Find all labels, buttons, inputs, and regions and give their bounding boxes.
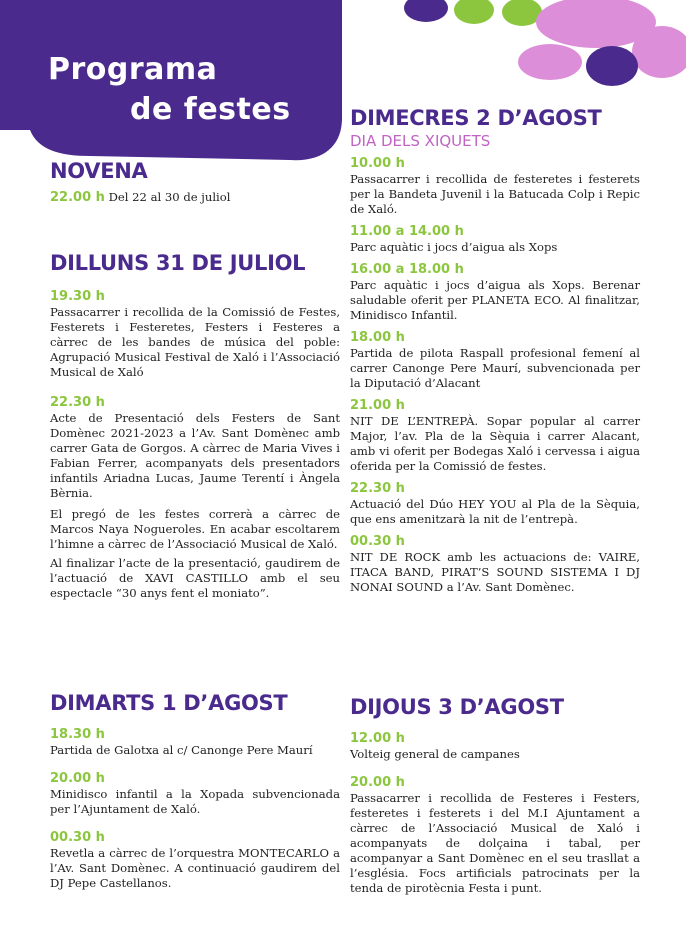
event-item xyxy=(50,829,340,891)
event-time: 10.00 h xyxy=(350,156,405,171)
event-time: 21.00 h xyxy=(350,398,405,413)
event-time: 16.00 a 18.00 h xyxy=(350,262,464,277)
event-time: 18.00 h xyxy=(350,330,405,345)
day-heading-novena: NOVENA xyxy=(50,159,148,183)
novena-time: 22.00 h xyxy=(50,190,105,205)
event-text: NIT DE L’ENTREPÀ. Sopar popular al carrer Major, l’av. Pla de la Sèquia i carrer Alacant, amb vi oferit per Bodegas Xaló i cervessa i aigua oferida per la Comissió de festes. xyxy=(350,414,640,473)
event-item xyxy=(350,730,640,762)
event-item xyxy=(350,261,640,323)
event-text: Actuació del Dúo HEY YOU al Pla de la Sèquia, que ens amenitzarà la nit de l’entrepà. xyxy=(350,497,640,526)
novena-line xyxy=(50,190,340,205)
event-text: Passacarrer i recollida de festeretes i festerets per la Bandeta Juvenil i la Batucada Colp i Repic de Xaló. xyxy=(350,172,640,216)
section-dimecres xyxy=(350,105,640,601)
section-dilluns xyxy=(50,250,340,601)
event-time: 18.30 h xyxy=(50,727,105,742)
event-text: Acte de Presentació dels Festers de Sant Domènec 2021-2023 a l’Av. Sant Domènec amb carrer Gata de Gorgos. A càrrec de Maria Vives i Fabian Ferrer, acompanyats dels presentadors infantils Ariadna Lucas, Jaume Terentí i Àngela Bèrnia. xyxy=(50,411,340,500)
event-time: 22.30 h xyxy=(350,481,405,496)
event-item xyxy=(50,288,340,380)
event-text: Passacarrer i recollida de Festeres i Festers, festeretes i festerets i del M.I Ajuntament a càrrec de l’Associació Musical de Xaló i acompanyats de dolçaina i tabal, per acompanyar a Sant Domènec en el seu trasllat a l’església. Focs artificials patrocinats per la tenda de pirotècnia Festa i punt. xyxy=(350,791,640,895)
day-subtitle: DIA DELS XIQUETS xyxy=(350,132,491,150)
event-item xyxy=(50,394,340,501)
event-item xyxy=(350,774,640,896)
event-time: 19.30 h xyxy=(50,289,105,304)
event-text: Minidisco infantil a la Xopada subvencionada per l’Ajuntament de Xaló. xyxy=(50,787,340,816)
day-heading-dijous: DIJOUS 3 D’AGOST xyxy=(350,695,564,719)
day-heading-dimarts: DIMARTS 1 D’AGOST xyxy=(50,691,288,715)
event-time: 20.00 h xyxy=(50,771,105,786)
event-item xyxy=(350,223,640,255)
event-note: El pregó de les festes correrà a càrrec de Marcos Naya Nogueroles. En acabar escoltarem l’himne a càrrec de l’Associació Musical de Xaló. xyxy=(50,507,340,551)
event-text: Revetla a càrrec de l’orquestra MONTECARLO a l’Av. Sant Domènec. A continuació gaudirem del DJ Pepe Castellanos. xyxy=(50,846,340,890)
event-time: 20.00 h xyxy=(350,775,405,790)
event-time: 11.00 a 14.00 h xyxy=(350,224,464,239)
event-item xyxy=(350,480,640,527)
event-text: Parc aquàtic i jocs d’aigua als Xops xyxy=(350,240,558,254)
event-text: Parc aquàtic i jocs d’aigua als Xops. Berenar saludable oferit per PLANETA ECO. Al finalitzar, Minidisco Infantil. xyxy=(350,278,640,322)
event-time: 12.00 h xyxy=(350,731,405,746)
event-time: 00.30 h xyxy=(350,534,405,549)
event-item xyxy=(50,726,340,758)
event-note: Al finalizar l’acte de la presentació, gaudirem de l’actuació de XAVI CASTILLO amb el seu espectacle “30 anys fent el moniato”. xyxy=(50,556,340,600)
event-item xyxy=(350,329,640,391)
event-item xyxy=(350,533,640,595)
novena-text: Del 22 al 30 de juliol xyxy=(108,190,231,204)
flower-decoration xyxy=(400,0,686,90)
day-heading-dilluns: DILLUNS 31 DE JULIOL xyxy=(50,251,306,275)
title-line-1: Programa xyxy=(48,52,218,87)
event-text: NIT DE ROCK amb les actuacions de: VAIRE, ITACA BAND, PIRAT’S SOUND SISTEMA I DJ NONAI SOUND a l’Av. Sant Domènec. xyxy=(350,550,640,594)
event-text: Volteig general de campanes xyxy=(350,747,520,761)
section-dimarts xyxy=(50,690,340,897)
day-heading-dimecres: DIMECRES 2 D’AGOST xyxy=(350,106,602,130)
page-title xyxy=(48,50,291,130)
section-dijous xyxy=(350,694,640,902)
event-text: Partida de Galotxa al c/ Canonge Pere Maurí xyxy=(50,743,313,757)
event-text: Partida de pilota Raspall profesional femení al carrer Canonge Pere Maurí, subvencionada per la Diputació d’Alacant xyxy=(350,346,640,390)
event-time: 00.30 h xyxy=(50,830,105,845)
event-time: 22.30 h xyxy=(50,395,105,410)
event-text: Passacarrer i recollida de la Comissió de Festes, Festerets i Festeretes, Festers i Festeres a càrrec de les bandes de música del poble: Agrupació Musical Festival de Xaló i l’Associació Musical de Xaló xyxy=(50,305,340,379)
section-novena xyxy=(50,158,340,205)
event-item xyxy=(50,770,340,817)
event-item xyxy=(350,397,640,474)
title-line-2: de festes xyxy=(130,92,291,127)
event-item xyxy=(350,155,640,217)
